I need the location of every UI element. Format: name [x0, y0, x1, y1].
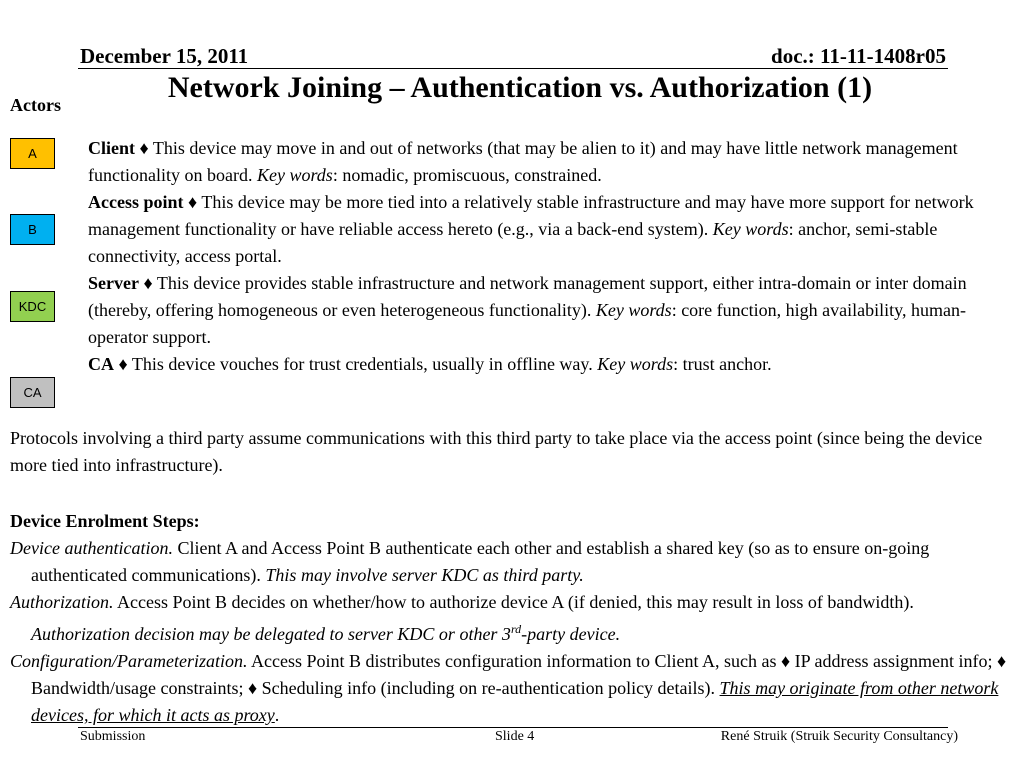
step-note: Authorization decision may be delegated to server KDC or other 3: [31, 624, 511, 644]
diamond-bullet-icon: ♦: [188, 192, 198, 212]
diamond-bullet-icon: ♦: [996, 651, 1007, 671]
step-text: Access Point B decides on whether/how to authorize device A (if denied, this may result in loss of bandwidth).: [113, 592, 914, 612]
config-item: Scheduling info (including on re-authentication policy details).: [261, 678, 716, 698]
diamond-bullet-icon: ♦: [143, 273, 153, 293]
step-configuration: [10, 648, 1010, 729]
steps-heading: Device Enrolment Steps:: [10, 511, 200, 531]
config-item: Bandwidth/usage constraints;: [31, 678, 244, 698]
actor-description-text: This device provides stable infrastructure and network management support, either intra-domain or inter domain (thereby, offering homogeneous or even heterogeneous functionality).: [88, 273, 967, 320]
key-words-label: Key words: [712, 219, 789, 239]
actor-description-text: This device vouches for trust credentials, usually in offline way.: [131, 354, 593, 374]
actor-keywords: : nomadic, promiscuous, constrained.: [332, 165, 602, 185]
step-text: Access Point B distributes configuration information to Client A, such as: [247, 651, 781, 671]
step-authorization: [10, 589, 1010, 648]
actor-description-text: This device may be more tied into a relatively stable infrastructure and may have more support for network management functionality or have reliable access hereto (e.g., via a back-end system).: [88, 192, 974, 239]
enrolment-steps: [10, 535, 1010, 729]
diamond-bullet-icon: ♦: [247, 678, 258, 698]
footer-slide-number: Slide 4: [495, 729, 535, 744]
header-date: December 15, 2011: [80, 44, 249, 68]
actor-server-description: [88, 270, 988, 351]
actor-name: Client: [88, 138, 135, 158]
step-text: Client A and Access Point B authenticate each other and establish a shared key (so as to ensure on-going authenticated communications).: [31, 538, 930, 585]
actor-descriptions: [88, 135, 988, 378]
step-term: Authorization.: [10, 592, 114, 612]
actor-box-kdc: KDC: [10, 291, 55, 322]
actor-box-b: B: [10, 214, 55, 245]
header-doc-id: doc.: 11-11-1408r05: [771, 44, 946, 68]
config-item: IP address assignment info;: [794, 651, 993, 671]
key-words-label: Key words: [595, 300, 672, 320]
slide-title: Network Joining – Authentication vs. Authorization (1): [167, 71, 873, 104]
actor-name: CA: [88, 354, 114, 374]
step-note-end: .: [274, 705, 280, 725]
diamond-bullet-icon: ♦: [118, 354, 128, 374]
step-term: Configuration/Parameterization.: [10, 651, 248, 671]
actor-box-a: A: [10, 138, 55, 169]
step-note-superscript: rd: [510, 622, 522, 636]
key-words-label: Key words: [256, 165, 333, 185]
diamond-bullet-icon: ♦: [139, 138, 149, 158]
step-authentication: [10, 535, 1010, 589]
actor-access-point-description: [88, 189, 988, 270]
protocols-paragraph: Protocols involving a third party assume communications with this third party to take place via the access point (since being the device more tied into infrastructure).: [10, 428, 983, 475]
actor-description-text: This device may move in and out of networks (that may be alien to it) and may have little network management functionality on board.: [88, 138, 958, 185]
actor-keywords: : trust anchor.: [673, 354, 772, 374]
footer-author: René Struik (Struik Security Consultancy): [720, 729, 958, 744]
step-note: This may involve server KDC as third party.: [265, 565, 584, 585]
actor-keywords: : core function, high availability, human-operator support.: [88, 300, 966, 347]
key-words-label: Key words: [597, 354, 674, 374]
actor-client-description: [88, 135, 988, 189]
actor-ca-description: [88, 351, 988, 378]
actor-keywords: : anchor, semi-stable connectivity, access portal.: [88, 219, 938, 266]
actor-box-ca: CA: [10, 377, 55, 408]
actors-label: Actors: [10, 95, 61, 115]
actor-name: Access point: [88, 192, 184, 212]
step-term: Device authentication.: [10, 538, 173, 558]
step-note: This may originate from other network devices, for which it acts as proxy: [31, 678, 999, 725]
actor-name: Server: [88, 273, 139, 293]
diamond-bullet-icon: ♦: [780, 651, 791, 671]
header-rule: [78, 68, 948, 69]
footer-submission: Submission: [80, 729, 146, 744]
step-note-end: -party device.: [521, 624, 621, 644]
